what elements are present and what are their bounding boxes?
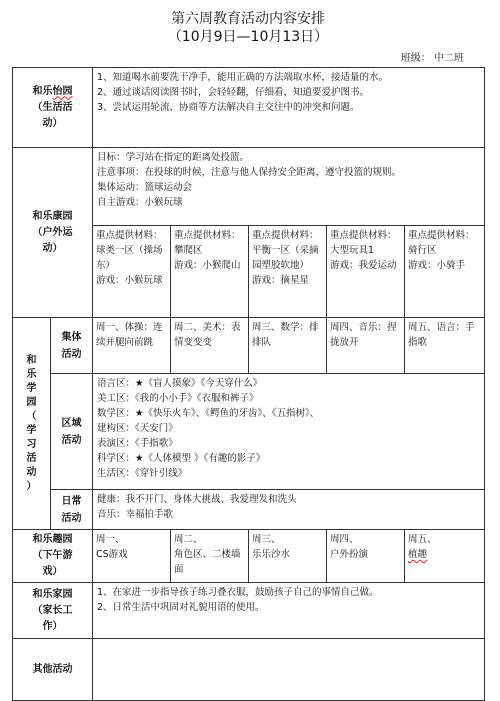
area-line-life: 生活区：《穿针引线》 — [97, 468, 188, 479]
other-label-cell: 其他活动 — [13, 639, 93, 701]
study-group-row — [13, 318, 485, 374]
afternoon-row — [13, 530, 485, 583]
life-label-underlined: 怡园 — [52, 85, 73, 97]
outdoor-row-top — [13, 148, 485, 226]
outdoor-goal: 目标：学习站在指定的距离处投篮。 — [97, 152, 250, 163]
outdoor-cell-2: 重点提供材料：攀爬区 游戏：小猴爬山 — [171, 226, 249, 318]
area-line-art: 美工区：《我的小小手》《衣服和裤子》 — [97, 393, 259, 404]
area-activity-content — [93, 374, 485, 490]
other-content — [93, 639, 485, 701]
outdoor-cell-4: 重点提供材料：大型玩具1 游戏：我爱运动 — [327, 226, 405, 318]
outdoor-game: 自主游戏：小猴玩球 — [97, 197, 183, 208]
outdoor-note: 注意事项：在投球的时候，注意与他人保持安全距离，遵守投篮的规则。 — [97, 167, 402, 178]
outdoor-cell-5: 重点提供材料：骑行区 游戏：小骑手 — [405, 226, 485, 318]
daily-line-health: 健康：我不开门、身体大挑战、我爱理发和洗头 — [97, 494, 297, 505]
life-label-cell: 和乐怡园 （生活活 动） — [13, 68, 93, 148]
outdoor-content — [93, 148, 485, 226]
group-activity-mon: 周一、体操：连续并腿向前跳 — [93, 318, 171, 374]
outdoor-cell-3: 重点提供材料：平衡一区（采摘园塑胶软地） 游戏：摘星星 — [249, 226, 327, 318]
family-content — [93, 583, 485, 639]
area-line-science: 科学区：★《人体模型 》《有趣的影子》 — [97, 453, 266, 464]
area-line-perform: 表演区：《手指歌》 — [97, 438, 178, 449]
life-line-2: 2、通过谈话阅读图书时，会轻轻翻，仔细看，知道要爱护图书。 — [97, 87, 370, 98]
outdoor-label-cell: 和乐康园 （户外运 动） — [13, 148, 93, 318]
schedule-table — [12, 67, 485, 701]
group-activity-wed: 周三、数学：排排队 — [249, 318, 327, 374]
daily-line-music: 音乐：幸福拍手歌 — [97, 509, 174, 520]
group-activity-thu: 周四、音乐：捏拢放开 — [327, 318, 405, 374]
life-line-3: 3、尝试运用轮流、协商等方法解决自主交往中的冲突和问题。 — [97, 102, 360, 113]
study-area-row — [13, 374, 485, 490]
study-daily-row — [13, 490, 485, 530]
life-row — [13, 68, 485, 148]
study-vertical-label: 和 乐 学 园 （ 学 习 活 动 ） — [13, 318, 51, 530]
afternoon-label-cell: 和乐趣园 （下午游 戏） — [13, 530, 93, 583]
group-activity-fri: 周五、语言：手指歌 — [405, 318, 485, 374]
life-content — [93, 68, 485, 148]
group-activity-label: 集体 活动 — [51, 318, 93, 374]
area-line-build: 建构区：《天安门》 — [97, 423, 178, 434]
outdoor-group: 集体运动：篮球运动会 — [97, 182, 193, 193]
document-page — [12, 10, 484, 701]
area-line-language: 语言区：★《盲人摸象》《今天穿什么》 — [97, 378, 263, 389]
family-line-1: 1、在家进一步指导孩子练习叠衣服，鼓励孩子自己的事情自己做。 — [97, 587, 379, 598]
afternoon-tue: 周二、 角色区、二楼墙面 — [171, 530, 249, 583]
page-title: 第六周教育活动内容安排 — [171, 11, 325, 27]
family-row — [13, 583, 485, 639]
group-activity-tue: 周二、美术：表情变变变 — [171, 318, 249, 374]
area-activity-label: 区域 活动 — [51, 374, 93, 490]
daily-activity-label: 日常 活动 — [51, 490, 93, 530]
afternoon-thu: 周四、 户外扮演 — [327, 530, 405, 583]
afternoon-mon: 周一、 CS游戏 — [93, 530, 171, 583]
family-line-2: 2、日常生活中巩固对礼貌用语的使用。 — [97, 602, 265, 613]
class-label: 班级： 中二班 — [400, 53, 464, 64]
life-line-1: 1、知道喝水前要洗干净手，能用正确的方法端取水杯，接适量的水。 — [97, 72, 389, 83]
family-label-cell: 和乐家园 （家长工 作） — [13, 583, 93, 639]
page-subtitle: （10月9日—10月13日） — [167, 29, 329, 45]
daily-activity-content — [93, 490, 485, 530]
outdoor-cell-1: 重点提供材料：球类一区（操场东） 游戏：小猴玩球 — [93, 226, 171, 318]
area-line-math: 数学区：★《快乐火车》、《鳄鱼的牙齿》、《五指树》、 — [97, 408, 320, 419]
other-row — [13, 639, 485, 701]
afternoon-wed: 周三、 乐乐沙水 — [249, 530, 327, 583]
afternoon-fri: 周五、 植趣 — [405, 530, 485, 583]
